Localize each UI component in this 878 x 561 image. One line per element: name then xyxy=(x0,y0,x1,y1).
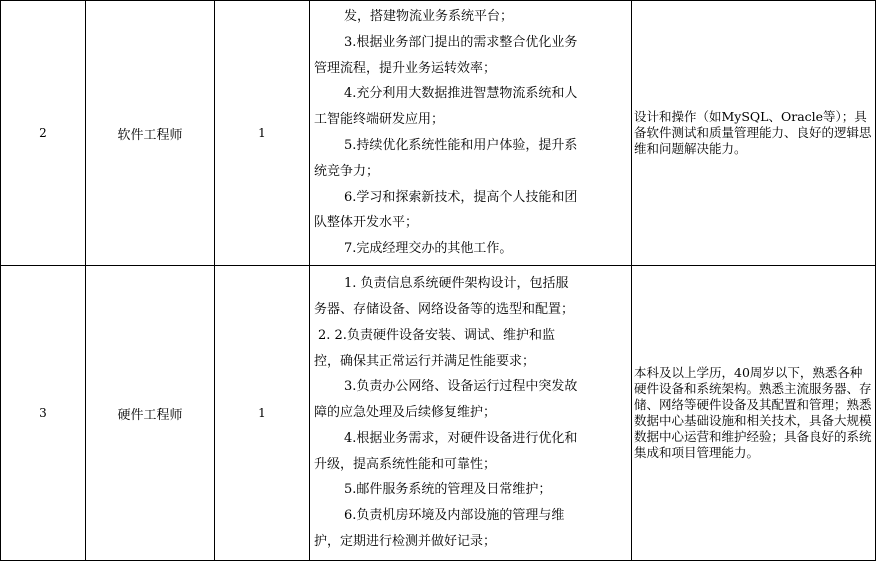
duty-line: 升级，提高系统性能和可靠性； xyxy=(314,456,497,472)
duty-line: 5.邮件服务系统的管理及日常维护； xyxy=(344,482,552,498)
duty-line: 7.完成经理交办的其他工作。 xyxy=(344,241,513,257)
table-row xyxy=(1,266,876,561)
duty-line: 工智能终端研发应用； xyxy=(314,112,445,128)
duty-line: 障的应急处理及后续修复维护； xyxy=(314,405,497,421)
job-requirements xyxy=(632,266,876,561)
headcount: 1 xyxy=(215,266,310,561)
table-row xyxy=(1,1,876,266)
duty-line: 4.充分利用大数据推进智慧物流系统和人 xyxy=(344,86,578,102)
duty-line: 控，确保其正常运行并满足性能要求； xyxy=(314,353,536,369)
duty-line: 管理流程，提升业务运转效率； xyxy=(314,60,497,76)
row-number: 2 xyxy=(1,1,86,266)
duty-line: 护，定期进行检测并做好记录； xyxy=(314,534,497,550)
duty-list xyxy=(310,4,631,262)
duty-line: 4.根据业务需求，对硬件设备进行优化和 xyxy=(344,430,578,446)
job-requirements xyxy=(632,1,876,266)
duty-line: 队整体开发水平； xyxy=(314,215,419,231)
requirements-text: 设计和操作（如MySQL、Oracle等）；具备软件测试和质量管理能力、良好的逻辑思维和问题解决能力。 xyxy=(634,109,872,156)
job-duties xyxy=(310,1,632,266)
duty-line: 1. 负责信息系统硬件架构设计，包括服 xyxy=(344,276,569,292)
requirements-text: 本科及以上学历，40周岁以下，熟悉各种硬件设备和系统架构。熟悉主流服务器、存储、网络等硬件设备及其配置和管理；熟悉数据中心基础设施和相关技术，具备大规模数据中心运营和维护经验；具备良好的系统集成和项目管理能力。 xyxy=(634,365,872,460)
headcount: 1 xyxy=(215,1,310,266)
duty-line: 3.负责办公网络、设备运行过程中突发故 xyxy=(344,379,578,395)
job-title: 软件工程师 xyxy=(86,1,215,266)
duty-line: 6.学习和探索新技术，提高个人技能和团 xyxy=(344,189,578,205)
duty-line: 统竞争力； xyxy=(314,163,380,179)
duty-line: 3.根据业务部门提出的需求整合优化业务 xyxy=(344,34,578,50)
duty-line: 6.负责机房环境及内部设施的管理与维 xyxy=(344,508,565,524)
job-duties xyxy=(310,266,632,561)
row-number: 3 xyxy=(1,266,86,561)
duty-list xyxy=(310,271,631,555)
duty-line: 2. 2.负责硬件设备安装、调试、维护和监 xyxy=(318,327,555,343)
job-title: 硬件工程师 xyxy=(86,266,215,561)
duty-line: 务器、存储设备、网络设备等的选型和配置； xyxy=(314,301,575,317)
duty-line: 发，搭建物流业务系统平台； xyxy=(344,9,514,25)
duty-line: 5.持续优化系统性能和用户体验，提升系 xyxy=(344,138,578,153)
